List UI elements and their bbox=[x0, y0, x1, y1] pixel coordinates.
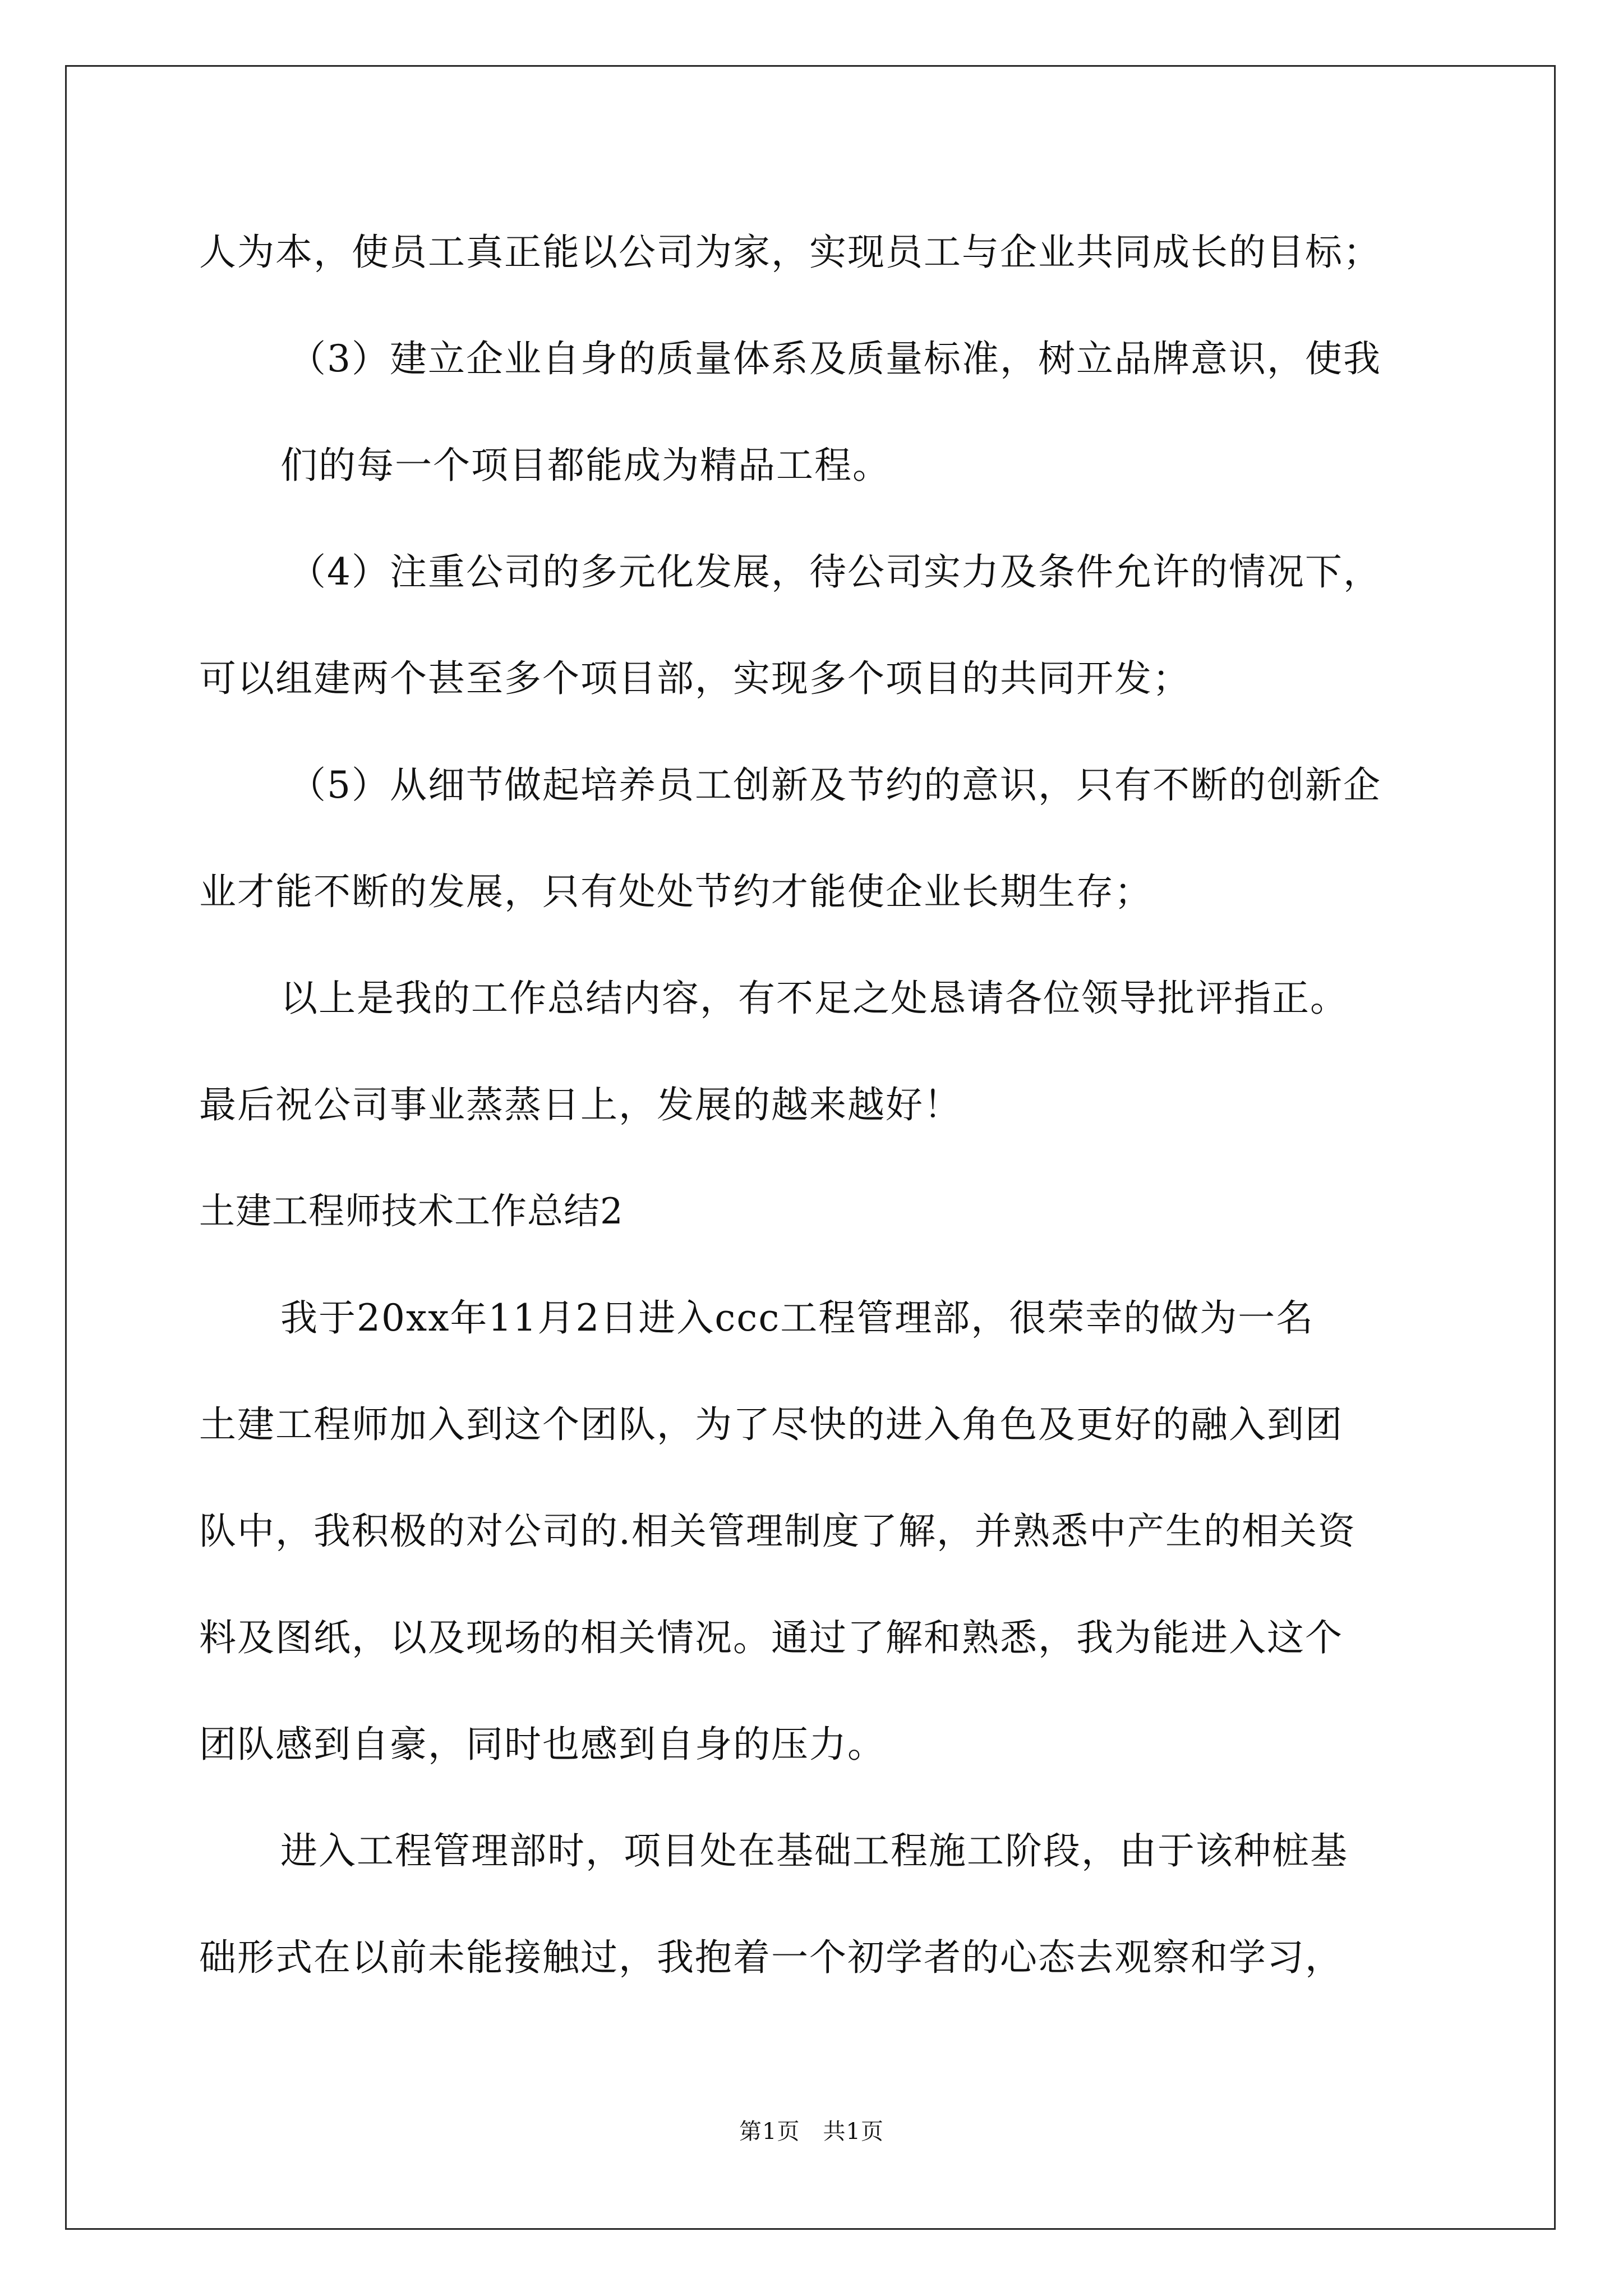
body-line: 人为本，使员工真正能以公司为家，实现员工与企业共同成长的目标； bbox=[199, 231, 1381, 274]
body-line: 进入工程管理部时，项目处在基础工程施工阶段，由于该种桩基 bbox=[280, 1829, 1348, 1872]
section-heading: 土建工程师技术工作总结2 bbox=[199, 1191, 624, 1232]
body-line: 料及图纸，以及现场的相关情况。通过了解和熟悉，我为能进入这个 bbox=[199, 1616, 1343, 1659]
page-border bbox=[65, 65, 1556, 2230]
body-line: 可以组建两个甚至多个项目部，实现多个项目的共同开发； bbox=[199, 657, 1191, 700]
body-line: （5）从细节做起培养员工创新及节约的意识，只有不断的创新企 bbox=[289, 763, 1381, 807]
body-line: （3）建立企业自身的质量体系及质量标准，树立品牌意识，使我 bbox=[289, 337, 1381, 380]
body-line: 最后祝公司事业蒸蒸日上，发展的越来越好！ bbox=[199, 1083, 962, 1126]
body-line: 础形式在以前未能接触过，我抱着一个初学者的心态去观察和学习， bbox=[199, 1936, 1343, 1979]
body-line: 土建工程师加入到这个团队，为了尽快的进入角色及更好的融入到团 bbox=[199, 1403, 1343, 1446]
body-line: 队中，我积极的对公司的.相关管理制度了解，并熟悉中产生的相关资 bbox=[199, 1510, 1356, 1553]
body-line: （4）注重公司的多元化发展，待公司实力及条件允许的情况下， bbox=[289, 550, 1381, 593]
page-number: 第1页 共1页 bbox=[739, 2119, 884, 2145]
body-line: 们的每一个项目都能成为精品工程。 bbox=[280, 444, 891, 487]
body-line: 业才能不断的发展，只有处处节约才能使企业长期生存； bbox=[199, 870, 1152, 913]
body-line: 团队感到自豪，同时也感到自身的压力。 bbox=[199, 1723, 886, 1766]
body-line: 我于20xx年11月2日进入ccc工程管理部，很荣幸的做为一名 bbox=[280, 1296, 1315, 1340]
body-line: 以上是我的工作总结内容，有不足之处恳请各位领导批评指正。 bbox=[280, 977, 1348, 1020]
